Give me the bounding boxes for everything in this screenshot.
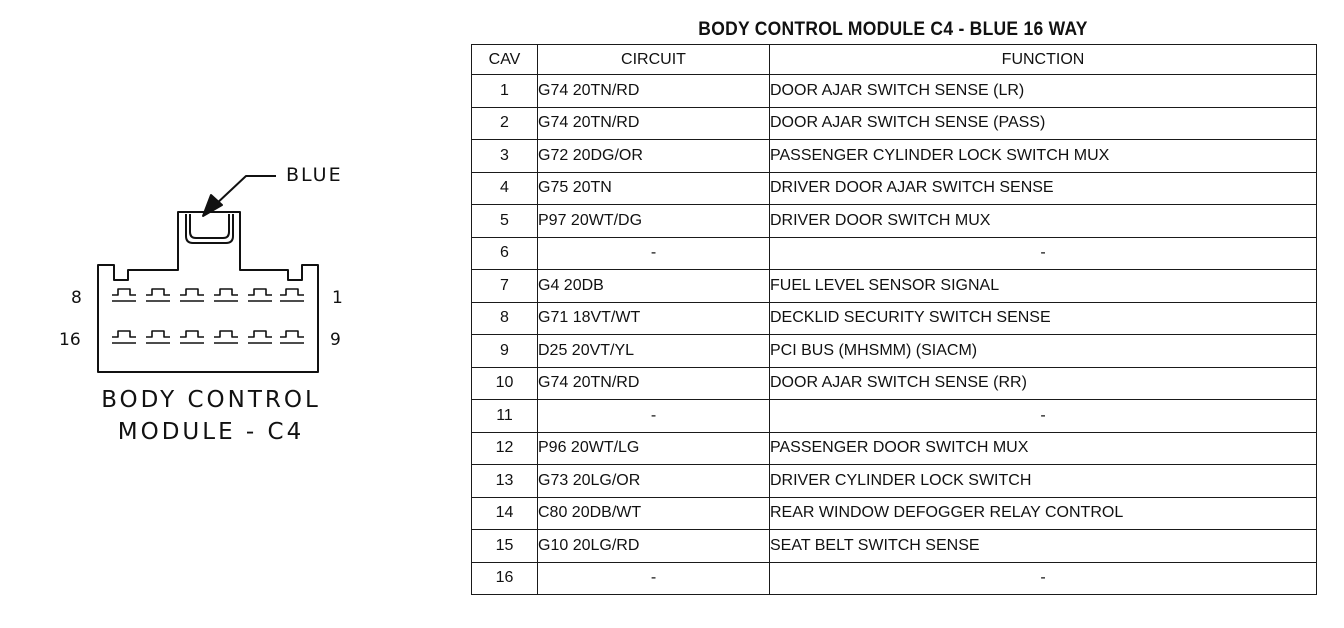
table-body: [472, 75, 1317, 595]
table-row: [472, 140, 1317, 173]
circuit-code: C80 20DB/WT: [538, 497, 770, 530]
table-row: [472, 530, 1317, 563]
circuit-function: PASSENGER DOOR SWITCH MUX: [770, 432, 1317, 465]
table-row: [472, 172, 1317, 205]
circuit-code: G72 20DG/OR: [538, 140, 770, 173]
circuit-function: DOOR AJAR SWITCH SENSE (RR): [770, 367, 1317, 400]
cavity-number: 10: [472, 367, 538, 400]
cavity-row-top: [112, 289, 304, 301]
cavity-number: 2: [472, 107, 538, 140]
header-function: FUNCTION: [770, 45, 1317, 75]
table-header-row: [472, 45, 1317, 75]
circuit-code: G71 18VT/WT: [538, 302, 770, 335]
cavity-number: 4: [472, 172, 538, 205]
connector-title-line1: BODY CONTROL: [101, 387, 321, 413]
circuit-code: D25 20VT/YL: [538, 335, 770, 368]
table-row: [472, 465, 1317, 498]
cavity-number: 7: [472, 270, 538, 303]
cavity-number: 5: [472, 205, 538, 238]
cavity-number: 3: [472, 140, 538, 173]
circuit-code: G10 20LG/RD: [538, 530, 770, 563]
connector-title-line2: MODULE - C4: [117, 419, 305, 445]
circuit-code: G74 20TN/RD: [538, 367, 770, 400]
header-circuit: CIRCUIT: [538, 45, 770, 75]
circuit-code: -: [538, 400, 770, 433]
connector-title: [86, 384, 336, 448]
circuit-code: G4 20DB: [538, 270, 770, 303]
circuit-function: -: [770, 562, 1317, 595]
table-row: [472, 400, 1317, 433]
pin-label-8: 8: [71, 288, 82, 308]
cavity-number: 9: [472, 335, 538, 368]
pin-label-9: 9: [330, 330, 341, 350]
circuit-function: DOOR AJAR SWITCH SENSE (LR): [770, 75, 1317, 108]
circuit-code: G74 20TN/RD: [538, 107, 770, 140]
connector-diagram: [0, 0, 460, 628]
cavity-number: 1: [472, 75, 538, 108]
circuit-function: -: [770, 400, 1317, 433]
table-row: [472, 335, 1317, 368]
circuit-code: -: [538, 237, 770, 270]
cavity-number: 13: [472, 465, 538, 498]
cavity-number: 16: [472, 562, 538, 595]
circuit-function: PASSENGER CYLINDER LOCK SWITCH MUX: [770, 140, 1317, 173]
table-row: [472, 107, 1317, 140]
table-row: [472, 367, 1317, 400]
cavity-number: 8: [472, 302, 538, 335]
circuit-function: DRIVER CYLINDER LOCK SWITCH: [770, 465, 1317, 498]
table-row: [472, 432, 1317, 465]
circuit-code: G74 20TN/RD: [538, 75, 770, 108]
pin-label-16: 16: [59, 330, 81, 350]
circuit-function: SEAT BELT SWITCH SENSE: [770, 530, 1317, 563]
circuit-function: DOOR AJAR SWITCH SENSE (PASS): [770, 107, 1317, 140]
circuit-function: FUEL LEVEL SENSOR SIGNAL: [770, 270, 1317, 303]
blue-pointer-line: [214, 176, 276, 206]
cavity-number: 11: [472, 400, 538, 433]
circuit-function: -: [770, 237, 1317, 270]
table-row: [472, 562, 1317, 595]
circuit-code: -: [538, 562, 770, 595]
table-row: [472, 270, 1317, 303]
table-row: [472, 205, 1317, 238]
cavity-number: 6: [472, 237, 538, 270]
circuit-code: G73 20LG/OR: [538, 465, 770, 498]
table-title: BODY CONTROL MODULE C4 - BLUE 16 WAY: [698, 19, 1088, 40]
connector-color-label: BLUE: [286, 164, 343, 186]
circuit-function: DRIVER DOOR AJAR SWITCH SENSE: [770, 172, 1317, 205]
circuit-function: DECKLID SECURITY SWITCH SENSE: [770, 302, 1317, 335]
circuit-function: PCI BUS (MHSMM) (SIACM): [770, 335, 1317, 368]
pin-label-1: 1: [332, 288, 343, 308]
circuit-function: DRIVER DOOR SWITCH MUX: [770, 205, 1317, 238]
cavity-number: 14: [472, 497, 538, 530]
header-cav: CAV: [472, 45, 538, 75]
connector-housing: [98, 212, 318, 372]
table-row: [472, 497, 1317, 530]
cavity-number: 15: [472, 530, 538, 563]
table-row: [472, 302, 1317, 335]
cavity-row-bottom: [112, 331, 304, 343]
pinout-table: [471, 44, 1317, 595]
cavity-number: 12: [472, 432, 538, 465]
circuit-code: G75 20TN: [538, 172, 770, 205]
circuit-code: P96 20WT/LG: [538, 432, 770, 465]
connector-drawing: [0, 0, 460, 628]
circuit-function: REAR WINDOW DEFOGGER RELAY CONTROL: [770, 497, 1317, 530]
table-row: [472, 237, 1317, 270]
table-row: [472, 75, 1317, 108]
circuit-code: P97 20WT/DG: [538, 205, 770, 238]
